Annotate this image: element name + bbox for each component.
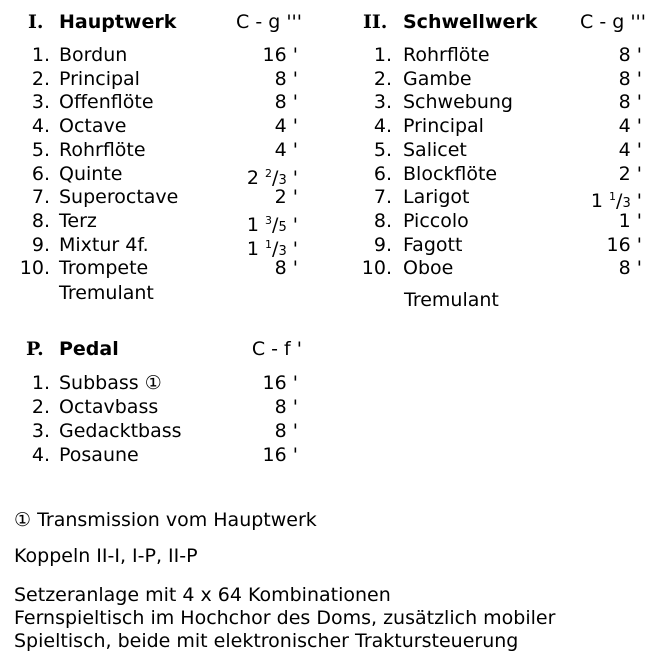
stop-number: 9.	[31, 233, 50, 256]
stop-name: Principal	[59, 67, 140, 90]
stop-size: 4 '	[274, 138, 298, 161]
pedal-section	[0, 0, 320, 470]
stop-row	[0, 443, 302, 467]
coupler-note: Koppeln II-I, I-P, II-P	[14, 545, 198, 567]
stop-size: 16 '	[262, 444, 298, 466]
stop-number: 4.	[373, 115, 392, 138]
stop-size: 8 '	[618, 44, 642, 66]
stop-size: 1 $^3$/5 '	[246, 213, 298, 236]
pedal-numeral: P.	[26, 338, 44, 360]
stop-size-denominator: 3	[278, 243, 287, 259]
stop-size-numerator: 3	[265, 213, 273, 227]
stop-name: Oboe	[403, 257, 454, 280]
stop-size-whole: 2	[246, 166, 259, 189]
stop-name: Larigot	[403, 186, 470, 209]
stop-number: 2.	[31, 67, 50, 90]
stop-size: 16 '	[262, 44, 298, 66]
stop-size: 2 '	[618, 162, 642, 185]
stop-size: 4 '	[618, 115, 642, 138]
stop-size-foot: '	[292, 237, 298, 260]
stop-size-foot: '	[636, 190, 642, 213]
stop-size: 2 $^2$/3 '	[246, 166, 298, 189]
stop-size: 8 '	[274, 91, 298, 114]
stop-number: 10.	[361, 257, 392, 280]
stop-number: 5.	[373, 138, 392, 161]
stop-number: 5.	[31, 138, 50, 161]
stop-name: Superoctave	[59, 186, 179, 209]
pedal-range: C - f '	[251, 338, 302, 360]
stop-number: 2.	[373, 67, 392, 90]
stop-size: 2 '	[274, 186, 298, 209]
schwellwerk-tremulant: Tremulant	[404, 289, 499, 311]
transmission-note: ① Transmission vom Hauptwerk	[14, 509, 317, 531]
stop-size-whole: 1	[590, 190, 603, 213]
stop-size-numerator: 2	[265, 166, 273, 180]
stop-name: Piccolo	[403, 209, 469, 232]
stop-size: 8 '	[274, 257, 298, 280]
stop-name: Gedacktbass	[59, 420, 182, 442]
console-note-line-1: Fernspieltisch im Hochchor des Doms, zusätzlich mobiler	[14, 607, 556, 629]
stop-size: 8 '	[274, 420, 298, 442]
stop-number: 2.	[31, 396, 50, 418]
hauptwerk-range: C - g '''	[236, 11, 302, 33]
stop-size-foot: '	[292, 166, 298, 189]
stop-name: Offenflöte	[59, 91, 154, 114]
stop-size: 8 '	[618, 67, 642, 90]
stop-number: 7.	[31, 186, 50, 209]
stop-number: 6.	[31, 162, 50, 185]
stop-name: Rohrflöte	[59, 138, 146, 161]
stop-name: Principal	[403, 115, 484, 138]
stop-size: 4 '	[618, 138, 642, 161]
stop-size-foot: '	[292, 213, 298, 236]
stop-size: 8 '	[274, 396, 298, 418]
stop-size-numerator: 1	[265, 237, 273, 251]
stop-size-denominator: 3	[278, 172, 287, 188]
stop-size-numerator: 1	[609, 190, 617, 204]
hauptwerk-title: Hauptwerk	[59, 11, 177, 33]
pedal-title: Pedal	[59, 338, 119, 360]
stop-name: Posaune	[59, 444, 139, 466]
stop-number: 6.	[373, 162, 392, 185]
stop-name: Bordun	[59, 44, 128, 66]
stop-row	[0, 419, 302, 443]
stop-number: 4.	[31, 444, 50, 466]
stop-name: Quinte	[59, 162, 123, 185]
stop-name: Subbass ①	[59, 372, 162, 394]
stop-size: 1 $^1$/3 '	[590, 190, 642, 213]
stop-number: 3.	[373, 91, 392, 114]
stop-size: 8 '	[618, 257, 642, 280]
stop-size: 16 '	[262, 372, 298, 394]
hauptwerk-numeral: I.	[28, 11, 44, 33]
stop-row	[0, 371, 302, 395]
stop-size: 1 $^1$/3 '	[246, 237, 298, 260]
stop-number: 10.	[19, 257, 50, 280]
stop-name: Rohrflöte	[403, 44, 490, 66]
stop-number: 3.	[31, 420, 50, 442]
stop-size: 1 '	[618, 209, 642, 232]
schwellwerk-title: Schwellwerk	[403, 11, 538, 33]
stop-name: Salicet	[403, 138, 467, 161]
stop-number: 8.	[373, 209, 392, 232]
stop-size: 4 '	[274, 115, 298, 138]
stop-name: Fagott	[403, 233, 463, 256]
stop-row	[0, 395, 302, 419]
stop-name: Mixtur 4f.	[59, 233, 149, 256]
stop-size-denominator: 3	[622, 196, 631, 212]
stop-number: 8.	[31, 209, 50, 232]
stop-number: 4.	[31, 115, 50, 138]
stop-size: 8 '	[274, 67, 298, 90]
stop-name: Gambe	[403, 67, 472, 90]
hauptwerk-tremulant: Tremulant	[59, 282, 154, 304]
stop-number: 7.	[373, 186, 392, 209]
stop-number: 3.	[31, 91, 50, 114]
console-note-line-2: Spieltisch, beide mit elektronischer Traktursteuerung	[14, 630, 519, 652]
stop-name: Schwebung	[403, 91, 513, 114]
stop-name: Octave	[59, 115, 127, 138]
schwellwerk-numeral: II.	[363, 11, 388, 33]
stop-size: 16 '	[606, 233, 642, 256]
stop-number: 9.	[373, 233, 392, 256]
stop-size-whole: 1	[246, 237, 259, 260]
stop-name: Terz	[59, 209, 97, 232]
stop-size-denominator: 5	[278, 219, 287, 235]
combination-note: Setzeranlage mit 4 x 64 Kombinationen	[14, 584, 391, 606]
stop-name: Blockflöte	[403, 162, 498, 185]
stop-number: 1.	[31, 372, 50, 394]
stop-name: Octavbass	[59, 396, 159, 418]
stop-size-whole: 1	[246, 213, 259, 236]
schwellwerk-range: C - g '''	[580, 11, 646, 33]
stop-number: 1.	[373, 44, 392, 66]
stop-name: Trompete	[59, 257, 149, 280]
stop-size: 8 '	[618, 91, 642, 114]
stop-number: 1.	[31, 44, 50, 66]
